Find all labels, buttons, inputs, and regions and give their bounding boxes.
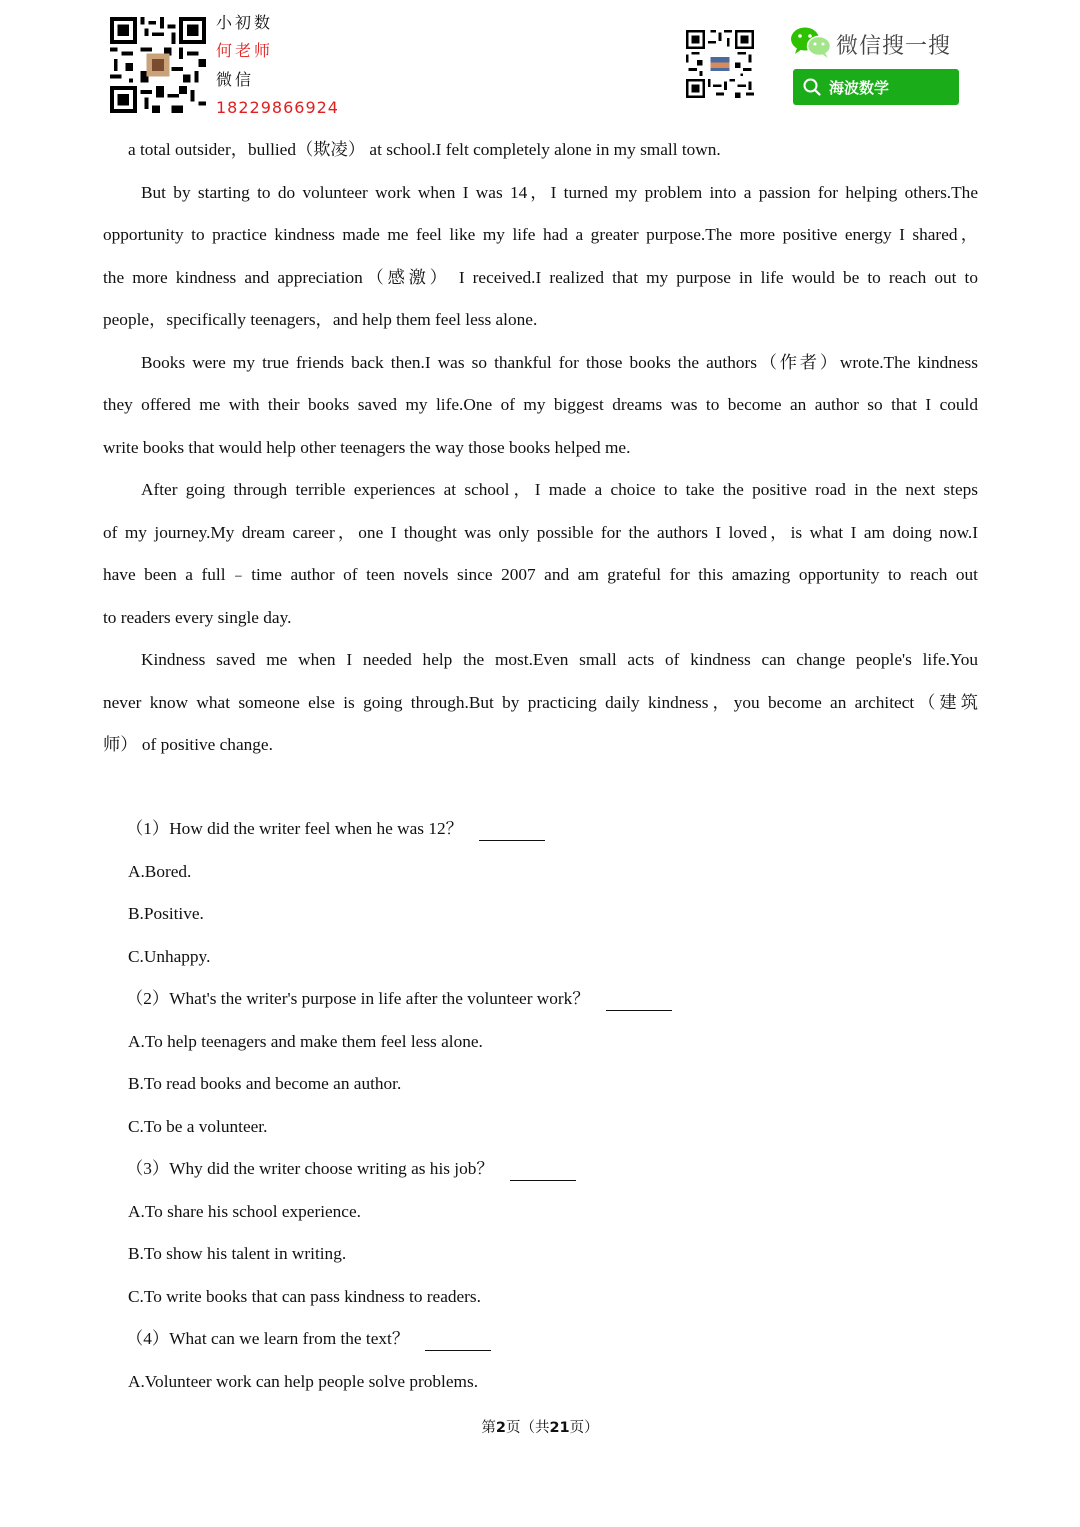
answer-option: B.To show his talent in writing. [128, 1244, 347, 1263]
answer-option: B.Positive. [128, 904, 204, 923]
passage-line: the more kindness and appreciation（感激） I received.I realized that my purpose in life would be to reach out to [103, 267, 978, 287]
question-stem [126, 1148, 978, 1191]
answer-blank[interactable] [510, 1160, 576, 1181]
passage-line: of my journey.My dream career，one I thought was only possible for the authors I loved，is what I am doing now.I [103, 522, 978, 542]
answer-blank[interactable] [479, 820, 545, 841]
reading-passage [103, 129, 978, 767]
answer-option: C.Unhappy. [128, 946, 211, 966]
wechat-search-box[interactable] [793, 69, 959, 105]
answer-blank[interactable] [606, 990, 672, 1011]
passage-line: Books were my true friends back then.I was so thankful for those books the authors（作者）wrote.The kindness [141, 352, 978, 372]
answer-option: A.Volunteer work can help people solve problems. [128, 1371, 479, 1391]
answer-option: C.To be a volunteer. [128, 1116, 268, 1136]
footer-suffix: 页） [569, 1420, 599, 1436]
footer-total-pages: 21 [549, 1420, 570, 1436]
contact-name: 何老师 [216, 41, 274, 60]
footer-middle: 页（共 [505, 1420, 550, 1436]
wechat-search-title: 微信搜一搜 [836, 34, 952, 59]
question-stem [126, 808, 978, 851]
passage-line: 师） of positive change. [103, 735, 273, 754]
wechat-icon [790, 26, 832, 60]
page-footer [0, 1416, 1080, 1437]
wechat-search-label: 海波数学 [829, 78, 890, 97]
question-text: （2）What's the writer's purpose in life after the volunteer work？ [126, 989, 590, 1008]
qr-code-icon [686, 30, 754, 98]
question-text: （4）What can we learn from the text？ [126, 1329, 410, 1348]
answer-option: A.To share his school experience. [128, 1201, 361, 1221]
footer-prefix: 第 [481, 1420, 496, 1436]
question-stem [126, 1318, 978, 1361]
passage-line: opportunity to practice kindness made me feel like my life had a greater purpose.The more positive energy I shared， [103, 225, 978, 244]
answer-option: B.To read books and become an author. [128, 1074, 402, 1093]
passage-line: people，specifically teenagers，and help them feel less alone. [103, 310, 538, 329]
answer-blank[interactable] [425, 1330, 491, 1351]
passage-line: a total outsider，bullied（欺凌） at school.I felt completely alone in my small town. [128, 140, 721, 159]
passage-line: Kindness saved me when I needed help the most.Even small acts of kindness can change people's life.You [141, 650, 978, 669]
passage-line: After going through terrible experiences at school，I made a choice to take the positive road in the next steps [141, 480, 978, 499]
contact-wechat-label: 微信 [216, 70, 255, 89]
answer-option: C.To write books that can pass kindness to readers. [128, 1286, 481, 1306]
passage-line: write books that would help other teenagers the way those books helped me. [103, 437, 631, 457]
answer-option: A.Bored. [128, 861, 192, 881]
search-icon [803, 78, 821, 96]
question-list [128, 808, 978, 1403]
passage-line: never know what someone else is going through.But by practicing daily kindness，you become an architect（建筑 [103, 692, 978, 712]
passage-line: But by starting to do volunteer work when I was 14，I turned my problem into a passion for helping others.The [141, 182, 978, 202]
contact-phone: 18229866924 [216, 98, 339, 117]
question-text: （3）Why did the writer choose writing as his job？ [126, 1159, 494, 1178]
qr-code-icon [110, 17, 206, 113]
passage-line: they offered me with their books saved my life.One of my biggest dreams was to become an author so that I could [103, 395, 978, 414]
question-text: （1）How did the writer feel when he was 12？ [126, 819, 463, 838]
question-stem [126, 978, 978, 1021]
contact-line: 小初数 [216, 13, 274, 32]
passage-line: to readers every single day. [103, 607, 292, 627]
passage-line: have been a full﹣time author of teen novels since 2007 and am grateful for this amazing opportunity to reach out [103, 565, 978, 584]
answer-option: A.To help teenagers and make them feel less alone. [128, 1031, 483, 1051]
footer-page-number: 2 [495, 1420, 506, 1436]
